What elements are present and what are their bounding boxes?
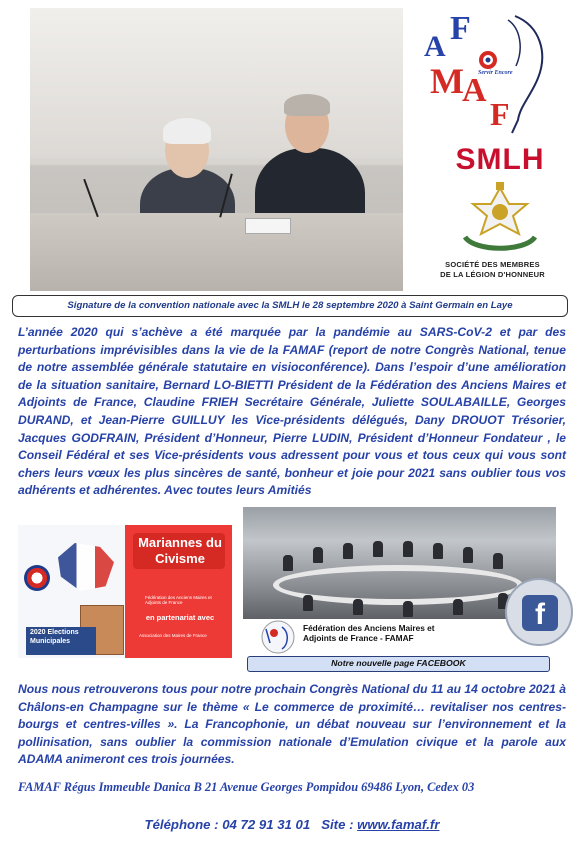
famaf-letter-5: F [490,96,510,132]
photo-caption: Signature de la convention nationale avec la SMLH le 28 septembre 2020 à Saint Germain en Laye [12,295,568,317]
website-link[interactable]: www.famaf.fr [357,817,440,832]
congress-paragraph: Nous nous retrouverons tous pour notre prochain Congrès National du 11 au 14 octobre 2021 à Châlons-en Champagne sur le thème « Le commerce de proximité… revitaliser nos centres-bourgs et centres-villes ». La Francophonie, un débat nouveau sur l’environnement et la pollinisation, sans oublier la commission nationale d’Emulation civique et la parole aux ADAMA animeront ces trois journées. [18,682,566,767]
famaf-logo [420,8,560,138]
elections-label: 2020 Elections Municipales [26,627,96,655]
signing-ceremony-photo [30,8,403,291]
famaf-small-logo-icon [258,619,298,655]
contact-line [0,817,584,832]
facebook-letter: f [522,595,558,631]
address: FAMAF Régus Immeuble Danica B 21 Avenue Georges Pompidou 69486 Lyon, Cedex 03 [18,780,475,794]
facebook-page-label[interactable]: Notre nouvelle page FACEBOOK [247,656,550,672]
mariannes-amf-text: Association des Maires de France [139,633,207,638]
facebook-icon[interactable] [505,578,573,646]
smlh-caption: SOCIÉTÉ DES MEMBRES DE LA LÉGION D'HONNEUR [440,260,545,279]
famaf-letter-1: F [450,10,471,47]
famaf-letter-3: M [430,61,464,101]
famaf-motto: Servir Encore [478,70,513,76]
smlh-logo-text: SMLH [455,143,545,176]
mariannes-title: Mariannes du Civisme [138,535,222,566]
nameplate [245,218,291,234]
greeting-paragraph: L’année 2020 qui s’achève a été marquée par la pandémie au SARS-CoV-2 et par des perturbations imprévisibles dans la vie de la FAMAF (report de notre Congrès National, tenue de notre assemblée générale statutaire en visioconférence). Dans l’espoir d’une amélioration de la situation sanitaire, Bernard LO-BIETTI Président de la Fédération des Anciens Maires et Adjoints de France, Claudine FRIEH Secrétaire Générale, Juliette SOULABAILLE, Georges DURAND, et Jean-Pierre GUILLUY les Vice-présidents délégués, Dany DROUOT Trésorier, Jacques GODFRAIN, Président d’Honneur, Pierre LUDIN, Président d’Honneur Fondateur , le Conseil Fédéral et ses Vice-présidents vous adressent pour vous et tous ceux qui vous sont chers leurs vœux les plus sincères de santé, bonheur et joie pour 2021 sans oublier tous vos adhérents et adhérentes. Avec toutes leurs Amitiés [18,325,566,498]
site-label: Site : [321,817,354,832]
rosette-icon [24,565,50,591]
mariannes-partnership: en partenariat avec [145,613,215,622]
legion-honneur-badge-icon [455,182,545,257]
famaf-letter-4: A [462,72,487,109]
famaf-letter-2: A [424,30,446,63]
phone: Téléphone : 04 72 91 31 01 [144,817,311,832]
mariannes-fed-text: Fédération des Anciens Maires et Adjoints de France [145,595,212,605]
facebook-page-name: Fédération des Anciens Maires et Adjoints de France - FAMAF [303,623,435,644]
mariannes-du-civisme-poster [18,525,232,658]
